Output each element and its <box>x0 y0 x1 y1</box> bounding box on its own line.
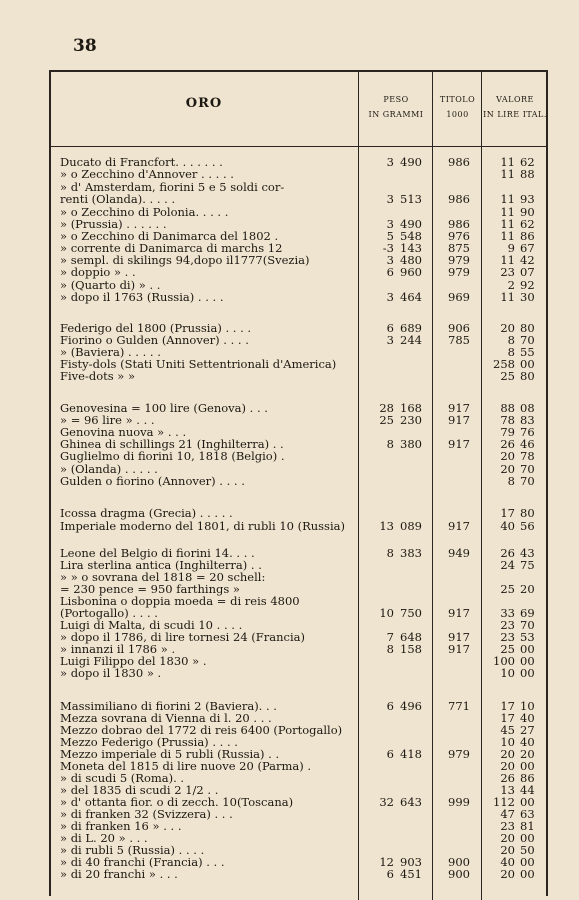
value-centesimi: 30 <box>520 290 535 304</box>
value-lire: 23 <box>500 630 515 644</box>
row-name: Federigo del 1800 (Prussia) . . . . <box>60 321 252 335</box>
weight-decimals: 480 <box>400 253 422 267</box>
value-lire: 8 <box>507 474 515 488</box>
value-centesimi: 20 <box>520 582 535 596</box>
row-name: Ducato di Francfort. . . . . . . <box>60 155 223 169</box>
value-lire: 11 <box>500 229 515 243</box>
row-name: Leone del Belgio di fiorini 14. . . . <box>60 546 255 560</box>
value-lire: 25 <box>500 642 515 656</box>
weight-decimals: 750 <box>400 606 422 620</box>
value-centesimi: 07 <box>520 265 535 279</box>
value-centesimi: 10 <box>520 699 535 713</box>
value-centesimi: 88 <box>520 167 535 181</box>
column-header-peso <box>360 92 432 122</box>
value-centesimi: 62 <box>520 155 535 169</box>
table-row <box>0 507 579 519</box>
weight-grams: 3 <box>386 333 394 347</box>
value-centesimi: 53 <box>520 630 535 644</box>
weight-decimals: 418 <box>400 747 422 761</box>
value-lire: 33 <box>500 606 515 620</box>
value-lire: 26 <box>500 546 515 560</box>
value-lire: 79 <box>500 425 515 439</box>
weight-decimals: 903 <box>400 855 422 869</box>
row-name: » o Zecchino d'Annover . . . . . <box>60 167 234 181</box>
row-name: Luigi Filippo del 1830 » . <box>60 654 207 668</box>
page-number: 38 <box>73 36 97 56</box>
value-lire: 88 <box>500 401 515 415</box>
row-name: » di franken 16 » . . . <box>60 819 182 833</box>
row-name: Mezzo imperiale di 5 rubli (Russia) . . <box>60 747 280 761</box>
value-centesimi: 92 <box>520 278 535 292</box>
weight-decimals: 960 <box>400 265 422 279</box>
fineness: 900 <box>448 867 470 881</box>
fineness: 917 <box>448 437 470 451</box>
weight-decimals: 168 <box>400 401 422 415</box>
row-name: » di scudi 5 (Roma). . <box>60 771 185 785</box>
row-name: Gulden o fiorino (Annover) . . . . <box>60 474 245 488</box>
weight-decimals: 383 <box>400 546 422 560</box>
row-name: » sempl. di skilings 94,dopo il1777(Svezia) <box>60 253 310 267</box>
row-name: » del 1835 di scudi 2 1/2 . . <box>60 783 219 797</box>
row-name: » d' ottanta fior. o di zecch. 10(Toscana) <box>60 795 294 809</box>
table-row <box>0 193 579 205</box>
value-centesimi: 08 <box>520 401 535 415</box>
value-centesimi: 00 <box>520 654 535 668</box>
fineness: 900 <box>448 855 470 869</box>
value-centesimi: 56 <box>520 519 535 533</box>
weight-grams: 6 <box>386 747 394 761</box>
value-centesimi: 00 <box>520 831 535 845</box>
weight-decimals: 648 <box>400 630 422 644</box>
value-lire: 17 <box>500 506 515 520</box>
weight-decimals: 464 <box>400 290 422 304</box>
value-lire: 40 <box>500 519 515 533</box>
row-name: » o Zecchino di Polonia. . . . . <box>60 205 229 219</box>
fineness: 917 <box>448 413 470 427</box>
value-centesimi: 00 <box>520 759 535 773</box>
value-lire: 20 <box>500 759 515 773</box>
row-name: Icossa dragma (Grecia) . . . . . <box>60 506 233 520</box>
value-lire: 8 <box>507 345 515 359</box>
weight-decimals: 230 <box>400 413 422 427</box>
value-lire: 20 <box>500 321 515 335</box>
row-name: = 230 pence = 950 farthings » <box>60 582 240 596</box>
column-header-titolo-line1: TITOLO <box>439 95 476 104</box>
value-centesimi: 55 <box>520 345 535 359</box>
weight-grams: 5 <box>386 229 394 243</box>
row-name: Guglielmo di fiorini 10, 1818 (Belgio) . <box>60 449 285 463</box>
value-lire: 10 <box>500 735 515 749</box>
value-centesimi: 86 <box>520 771 535 785</box>
row-name: Lisbonina o doppia moeda = di reis 4800 <box>60 594 300 608</box>
value-centesimi: 83 <box>520 413 535 427</box>
row-name: » innanzi il 1786 » . <box>60 642 176 656</box>
weight-grams: 3 <box>386 155 394 169</box>
value-lire: 23 <box>500 618 515 632</box>
weight-grams: 8 <box>386 546 394 560</box>
weight-grams: 8 <box>386 642 394 656</box>
value-lire: 258 <box>493 357 515 371</box>
value-lire: 20 <box>500 867 515 881</box>
value-centesimi: 46 <box>520 437 535 451</box>
weight-grams: 28 <box>379 401 394 415</box>
column-header-peso-line1: PESO <box>383 95 409 104</box>
row-name: » dopo il 1763 (Russia) . . . . <box>60 290 224 304</box>
fineness: 875 <box>448 241 470 255</box>
value-lire: 11 <box>500 155 515 169</box>
row-name: » di L. 20 » . . . <box>60 831 148 845</box>
value-centesimi: 40 <box>520 711 535 725</box>
column-header-peso-line2: IN GRAMMI <box>368 110 424 119</box>
fineness: 999 <box>448 795 470 809</box>
value-centesimi: 00 <box>520 666 535 680</box>
fineness: 917 <box>448 642 470 656</box>
value-centesimi: 93 <box>520 192 535 206</box>
weight-decimals: 643 <box>400 795 422 809</box>
table-row <box>0 475 579 487</box>
value-lire: 11 <box>500 290 515 304</box>
weight-decimals: 380 <box>400 437 422 451</box>
table-row <box>0 168 579 180</box>
value-lire: 20 <box>500 843 515 857</box>
row-name: Luigi di Malta, di scudi 10 . . . . <box>60 618 243 632</box>
value-lire: 23 <box>500 265 515 279</box>
row-name: » di 20 franchi » . . . <box>60 867 178 881</box>
weight-grams: -3 <box>382 241 394 255</box>
row-name: Mezzo Federigo (Prussia) . . . . <box>60 735 238 749</box>
weight-decimals: 490 <box>400 217 422 231</box>
row-name: » di 40 franchi (Francia) . . . <box>60 855 225 869</box>
value-centesimi: 69 <box>520 606 535 620</box>
fineness: 976 <box>448 229 470 243</box>
weight-decimals: 548 <box>400 229 422 243</box>
value-centesimi: 63 <box>520 807 535 821</box>
value-lire: 2 <box>507 278 515 292</box>
value-lire: 17 <box>500 711 515 725</box>
value-centesimi: 43 <box>520 546 535 560</box>
row-name: » (Baviera) . . . . . <box>60 345 161 359</box>
table-row <box>0 450 579 462</box>
row-name: Fisty-dols (Stati Uniti Settentrionali d'America) <box>60 357 337 371</box>
fineness: 785 <box>448 333 470 347</box>
table-row <box>0 370 579 382</box>
weight-grams: 3 <box>386 217 394 231</box>
value-lire: 100 <box>493 654 515 668</box>
row-name: » dopo il 1830 » . <box>60 666 162 680</box>
fineness: 979 <box>448 265 470 279</box>
weight-grams: 12 <box>379 855 394 869</box>
row-name: Five-dots » » <box>60 369 136 383</box>
column-header-titolo <box>434 92 481 122</box>
weight-decimals: 513 <box>400 192 422 206</box>
weight-grams: 6 <box>386 699 394 713</box>
value-lire: 11 <box>500 167 515 181</box>
value-centesimi: 75 <box>520 558 535 572</box>
fineness: 986 <box>448 192 470 206</box>
table-row <box>0 667 579 679</box>
value-centesimi: 40 <box>520 735 535 749</box>
value-lire: 9 <box>507 241 515 255</box>
weight-grams: 25 <box>379 413 394 427</box>
weight-grams: 32 <box>379 795 394 809</box>
fineness: 771 <box>448 699 470 713</box>
value-lire: 8 <box>507 333 515 347</box>
row-name: Mezza sovrana di Vienna di l. 20 . . . <box>60 711 272 725</box>
value-centesimi: 50 <box>520 843 535 857</box>
value-lire: 17 <box>500 699 515 713</box>
row-name: (Portogallo) . . . . <box>60 606 158 620</box>
value-lire: 11 <box>500 192 515 206</box>
value-centesimi: 86 <box>520 229 535 243</box>
weight-decimals: 143 <box>400 241 422 255</box>
value-lire: 20 <box>500 747 515 761</box>
row-name: » dopo il 1786, di lire tornesi 24 (Francia) <box>60 630 305 644</box>
value-lire: 20 <box>500 462 515 476</box>
value-lire: 24 <box>500 558 515 572</box>
weight-grams: 7 <box>386 630 394 644</box>
value-centesimi: 90 <box>520 205 535 219</box>
value-lire: 26 <box>500 771 515 785</box>
value-lire: 11 <box>500 253 515 267</box>
fineness: 979 <box>448 253 470 267</box>
value-lire: 20 <box>500 831 515 845</box>
row-name: Moneta del 1815 di lire nuove 20 (Parma) . <box>60 759 312 773</box>
value-lire: 45 <box>500 723 515 737</box>
value-lire: 26 <box>500 437 515 451</box>
weight-grams: 10 <box>379 606 394 620</box>
weight-grams: 6 <box>386 265 394 279</box>
weight-decimals: 490 <box>400 155 422 169</box>
value-centesimi: 42 <box>520 253 535 267</box>
value-centesimi: 67 <box>520 241 535 255</box>
value-centesimi: 00 <box>520 795 535 809</box>
row-name: » o Zecchino di Danimarca del 1802 . <box>60 229 279 243</box>
row-name: Ghinea di schillings 21 (Inghilterra) . . <box>60 437 284 451</box>
column-header-oro: ORO <box>185 96 223 111</box>
row-name: Imperiale moderno del 1801, di rubli 10 (Russia) <box>60 519 345 533</box>
value-lire: 23 <box>500 819 515 833</box>
weight-decimals: 496 <box>400 699 422 713</box>
value-centesimi: 70 <box>520 333 535 347</box>
row-name: » = 96 lire » . . . <box>60 413 155 427</box>
row-name: Mezzo dobrao del 1772 di reis 6400 (Portogallo) <box>60 723 343 737</box>
weight-decimals: 451 <box>400 867 422 881</box>
weight-decimals: 244 <box>400 333 422 347</box>
row-name: Genovina nuova » . . . <box>60 425 187 439</box>
value-lire: 78 <box>500 413 515 427</box>
table-row <box>0 291 579 303</box>
weight-grams: 13 <box>379 519 394 533</box>
fineness: 917 <box>448 606 470 620</box>
value-centesimi: 20 <box>520 747 535 761</box>
weight-decimals: 089 <box>400 519 422 533</box>
row-name: » doppio » . . <box>60 265 136 279</box>
weight-grams: 8 <box>386 437 394 451</box>
row-name: Fiorino o Gulden (Annover) . . . . <box>60 333 249 347</box>
weight-grams: 6 <box>386 867 394 881</box>
value-lire: 11 <box>500 205 515 219</box>
fineness: 949 <box>448 546 470 560</box>
value-lire: 112 <box>493 795 515 809</box>
fineness: 986 <box>448 217 470 231</box>
value-centesimi: 70 <box>520 462 535 476</box>
row-name: » » o sovrana del 1818 = 20 schell: <box>60 570 266 584</box>
value-centesimi: 00 <box>520 855 535 869</box>
weight-decimals: 689 <box>400 321 422 335</box>
weight-grams: 3 <box>386 290 394 304</box>
row-name: » d' Amsterdam, fiorini 5 e 5 soldi cor- <box>60 180 285 194</box>
table-row <box>0 266 579 278</box>
column-header-titolo-line2: 1000 <box>446 110 469 119</box>
weight-grams: 3 <box>386 192 394 206</box>
table-row <box>0 868 579 880</box>
value-centesimi: 81 <box>520 819 535 833</box>
value-lire: 25 <box>500 582 515 596</box>
row-name: » (Quarto di) » . . <box>60 278 161 292</box>
value-centesimi: 80 <box>520 321 535 335</box>
value-centesimi: 70 <box>520 618 535 632</box>
fineness: 917 <box>448 630 470 644</box>
row-name: Lira sterlina antica (Inghilterra) . . <box>60 558 262 572</box>
value-centesimi: 76 <box>520 425 535 439</box>
value-lire: 20 <box>500 449 515 463</box>
fineness: 979 <box>448 747 470 761</box>
value-lire: 11 <box>500 217 515 231</box>
value-lire: 10 <box>500 666 515 680</box>
column-header-valore <box>483 92 547 122</box>
row-name: Massimiliano di fiorini 2 (Baviera). . . <box>60 699 277 713</box>
value-lire: 25 <box>500 369 515 383</box>
value-centesimi: 80 <box>520 369 535 383</box>
row-name: Genovesina = 100 lire (Genova) . . . <box>60 401 268 415</box>
value-centesimi: 00 <box>520 867 535 881</box>
fineness: 917 <box>448 519 470 533</box>
row-name: » di franken 32 (Svizzera) . . . <box>60 807 233 821</box>
value-centesimi: 00 <box>520 357 535 371</box>
value-centesimi: 27 <box>520 723 535 737</box>
value-centesimi: 00 <box>520 642 535 656</box>
row-name: » (Olanda) . . . . . <box>60 462 158 476</box>
value-centesimi: 70 <box>520 474 535 488</box>
value-centesimi: 78 <box>520 449 535 463</box>
row-name: » (Prussia) . . . . . . <box>60 217 167 231</box>
fineness: 986 <box>448 155 470 169</box>
row-name: » corrente di Danimarca di marchs 12 <box>60 241 283 255</box>
column-header-valore-line2: IN LIRE ITAL. <box>483 110 547 119</box>
value-lire: 40 <box>500 855 515 869</box>
column-header-valore-line1: VALORE <box>496 95 534 104</box>
value-lire: 13 <box>500 783 515 797</box>
value-lire: 47 <box>500 807 515 821</box>
fineness: 906 <box>448 321 470 335</box>
weight-decimals: 158 <box>400 642 422 656</box>
weight-grams: 6 <box>386 321 394 335</box>
weight-grams: 3 <box>386 253 394 267</box>
value-centesimi: 44 <box>520 783 535 797</box>
fineness: 969 <box>448 290 470 304</box>
row-name: » di rubli 5 (Russia) . . . . <box>60 843 205 857</box>
fineness: 917 <box>448 401 470 415</box>
table-row <box>0 520 579 532</box>
row-name: renti (Olanda). . . . . <box>60 192 176 206</box>
value-centesimi: 80 <box>520 506 535 520</box>
value-centesimi: 62 <box>520 217 535 231</box>
header-divider <box>49 146 548 147</box>
